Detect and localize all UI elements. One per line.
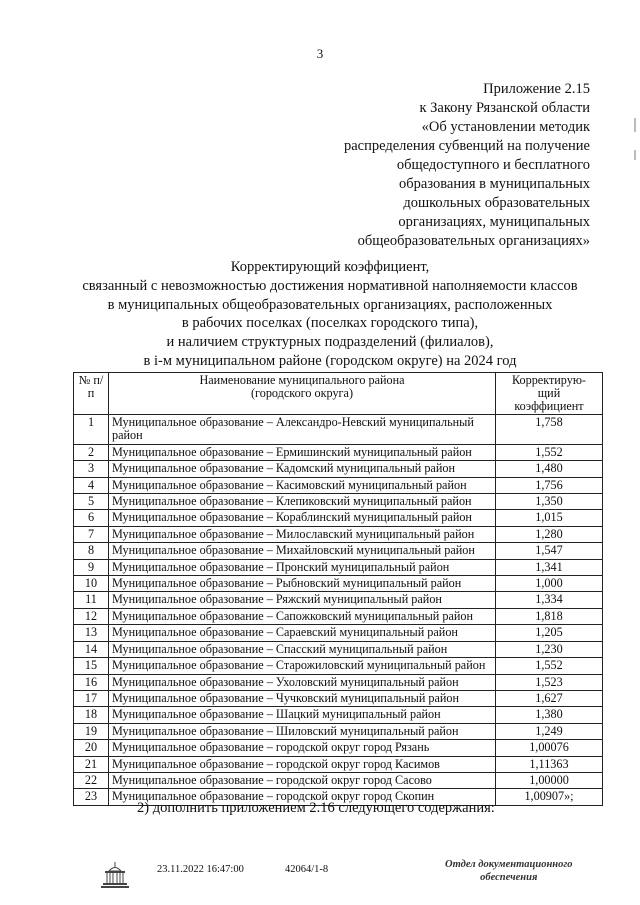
header-number: № п/п	[74, 373, 109, 415]
heading-line: в рабочих поселках (поселках городского типа),	[181, 315, 479, 332]
table-row	[74, 690, 603, 706]
coefficient-cell: 1,341	[496, 559, 603, 575]
heading-line: в муниципальных общеобразовательных организациях, расположенных	[107, 296, 553, 313]
appendix-line: дошкольных образовательных	[403, 195, 590, 211]
table-row	[74, 576, 603, 592]
coefficient-cell: 1,547	[496, 543, 603, 559]
table-row	[74, 608, 603, 624]
coefficient-cell: 1,350	[496, 494, 603, 510]
table-row	[74, 415, 603, 445]
header-district-name	[109, 373, 496, 415]
district-name-cell: Муниципальное образование – Спасский муниципальный район	[109, 641, 496, 657]
appendix-line: организациях, муниципальных	[398, 214, 590, 230]
table-row	[74, 674, 603, 690]
header-coefficient-line2: щий	[537, 386, 561, 400]
department-stamp	[445, 858, 572, 884]
header-coefficient-line3: коэффициент	[514, 399, 584, 413]
row-number-cell: 1	[74, 415, 109, 445]
coefficient-cell: 1,230	[496, 641, 603, 657]
appendix-line: образования в муниципальных	[399, 176, 590, 192]
coefficient-cell: 1,334	[496, 592, 603, 608]
table-row	[74, 510, 603, 526]
row-number-cell: 2	[74, 444, 109, 460]
table-header-row	[74, 373, 603, 415]
coefficient-cell: 1,818	[496, 608, 603, 624]
coefficient-cell: 1,11363	[496, 756, 603, 772]
department-stamp-line1: Отдел документационного	[445, 859, 573, 870]
table-row	[74, 625, 603, 641]
table-row	[74, 477, 603, 493]
district-name-cell: Муниципальное образование – Шиловский муниципальный район	[109, 723, 496, 739]
district-name-cell: Муниципальное образование – городской округ город Скопин	[109, 789, 496, 805]
appendix-line: к Закону Рязанской области	[419, 100, 590, 116]
district-name-cell: Муниципальное образование – Старожиловский муниципальный район	[109, 658, 496, 674]
district-name-cell: Муниципальное образование – Александро-Невский муниципальный район	[109, 415, 496, 445]
duma-building-emblem-icon	[100, 860, 130, 890]
coefficient-cell: 1,480	[496, 461, 603, 477]
district-name-cell: Муниципальное образование – Сапожковский муниципальный район	[109, 608, 496, 624]
appendix-line: общеобразовательных организациях»	[357, 233, 590, 249]
heading-line: и наличием структурных подразделений (филиалов),	[166, 334, 494, 351]
row-number-cell: 5	[74, 494, 109, 510]
table-row	[74, 444, 603, 460]
scan-edge-mark	[634, 150, 636, 160]
row-number-cell: 3	[74, 461, 109, 477]
appendix-line: общедоступного и бесплатного	[396, 157, 590, 173]
row-number-cell: 13	[74, 625, 109, 641]
row-number-cell: 18	[74, 707, 109, 723]
coefficient-cell: 1,015	[496, 510, 603, 526]
district-name-cell: Муниципальное образование – Ухоловский муниципальный район	[109, 674, 496, 690]
header-district-name-line1: Наименование муниципального района	[199, 373, 405, 387]
row-number-cell: 22	[74, 772, 109, 788]
district-name-cell: Муниципальное образование – Касимовский муниципальный район	[109, 477, 496, 493]
table-row	[74, 559, 603, 575]
closing-instruction: 2) дополнить приложением 2.16 следующего содержания:	[137, 800, 495, 816]
district-name-cell: Муниципальное образование – городской округ город Сасово	[109, 772, 496, 788]
table-row	[74, 658, 603, 674]
table-row	[74, 756, 603, 772]
table-row	[74, 740, 603, 756]
table-row	[74, 461, 603, 477]
row-number-cell: 20	[74, 740, 109, 756]
table-row	[74, 641, 603, 657]
coefficient-cell: 1,380	[496, 707, 603, 723]
table-row	[74, 707, 603, 723]
heading-line: Корректирующий коэффициент,	[230, 259, 430, 275]
district-name-cell: Муниципальное образование – Рыбновский муниципальный район	[109, 576, 496, 592]
row-number-cell: 16	[74, 674, 109, 690]
coefficient-cell: 1,00000	[496, 772, 603, 788]
district-name-cell: Муниципальное образование – Пронский муниципальный район	[109, 559, 496, 575]
coefficient-cell: 1,205	[496, 625, 603, 641]
district-name-cell: Муниципальное образование – Михайловский муниципальный район	[109, 543, 496, 559]
appendix-reference	[310, 80, 590, 251]
district-name-cell: Муниципальное образование – Ермишинский муниципальный район	[109, 444, 496, 460]
district-name-cell: Муниципальное образование – Кораблинский муниципальный район	[109, 510, 496, 526]
header-coefficient-line1: Корректирую-	[511, 373, 586, 387]
row-number-cell: 14	[74, 641, 109, 657]
coefficient-cell: 1,280	[496, 526, 603, 542]
row-number-cell: 4	[74, 477, 109, 493]
district-name-cell: Муниципальное образование – Кадомский муниципальный район	[109, 461, 496, 477]
row-number-cell: 17	[74, 690, 109, 706]
heading-line: в i-м муниципальном районе (городском округе) на 2024 год	[143, 352, 517, 369]
document-heading	[60, 258, 600, 371]
header-district-name-line2: (городского округа)	[250, 386, 354, 400]
district-name-cell: Муниципальное образование – Чучковский муниципальный район	[109, 690, 496, 706]
row-number-cell: 6	[74, 510, 109, 526]
coefficient-cell: 1,552	[496, 658, 603, 674]
row-number-cell: 11	[74, 592, 109, 608]
row-number-cell: 15	[74, 658, 109, 674]
row-number-cell: 21	[74, 756, 109, 772]
table-row	[74, 494, 603, 510]
table-row	[74, 543, 603, 559]
appendix-line: Приложение 2.15	[483, 81, 590, 97]
department-stamp-line2: обеспечения	[480, 872, 538, 883]
coefficient-cell: 1,552	[496, 444, 603, 460]
table-row	[74, 526, 603, 542]
table-row	[74, 723, 603, 739]
row-number-cell: 19	[74, 723, 109, 739]
coefficient-cell: 1,756	[496, 477, 603, 493]
coefficient-cell: 1,758	[496, 415, 603, 445]
row-number-cell: 12	[74, 608, 109, 624]
district-name-cell: Муниципальное образование – Сараевский муниципальный район	[109, 625, 496, 641]
coefficient-cell: 1,627	[496, 690, 603, 706]
district-name-cell: Муниципальное образование – городской округ город Касимов	[109, 756, 496, 772]
row-number-cell: 9	[74, 559, 109, 575]
table-row	[74, 592, 603, 608]
page-number: 3	[316, 46, 324, 61]
district-name-cell: Муниципальное образование – Шацкий муниципальный район	[109, 707, 496, 723]
table-row	[74, 772, 603, 788]
coefficients-table	[73, 372, 603, 806]
row-number-cell: 10	[74, 576, 109, 592]
row-number-cell: 23	[74, 789, 109, 805]
heading-line: связанный с невозможностью достижения нормативной наполняемости классов	[82, 277, 578, 294]
district-name-cell: Муниципальное образование – городской округ город Рязань	[109, 740, 496, 756]
coefficient-cell: 1,00076	[496, 740, 603, 756]
footer-datetime: 23.11.2022 16:47:00	[157, 864, 244, 875]
district-name-cell: Муниципальное образование – Милославский муниципальный район	[109, 526, 496, 542]
coefficient-cell: 1,249	[496, 723, 603, 739]
footer-registration-number: 42064/1-8	[285, 864, 329, 875]
coefficient-cell: 1,00907»;	[496, 789, 603, 805]
district-name-cell: Муниципальное образование – Ряжский муниципальный район	[109, 592, 496, 608]
scan-edge-mark	[634, 118, 636, 132]
row-number-cell: 7	[74, 526, 109, 542]
coefficient-cell: 1,523	[496, 674, 603, 690]
header-coefficient	[496, 373, 603, 415]
district-name-cell: Муниципальное образование – Клепиковский муниципальный район	[109, 494, 496, 510]
row-number-cell: 8	[74, 543, 109, 559]
appendix-line: распределения субвенций на получение	[343, 138, 590, 154]
appendix-line: «Об установлении методик	[421, 119, 590, 135]
coefficient-cell: 1,000	[496, 576, 603, 592]
